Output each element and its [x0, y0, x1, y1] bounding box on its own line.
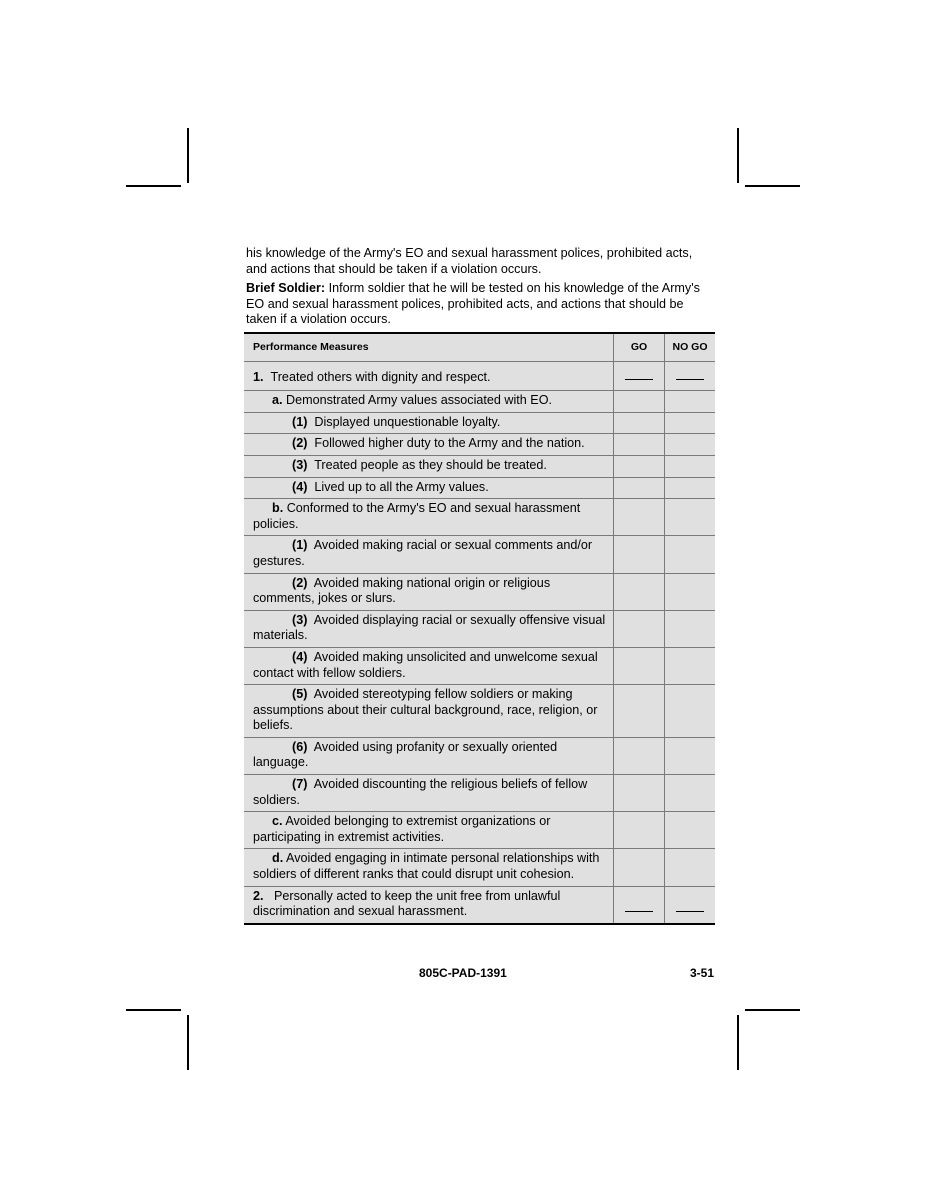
- measure-text: c. Avoided belonging to extremist organizations or participating in extremist activities.: [244, 812, 614, 849]
- brief-soldier-text: Inform soldier that he will be tested on his knowledge of the Army's EO and sexual harassment polices, prohibited acts, and actions that should be taken if a violation occurs.: [246, 281, 700, 327]
- measure-number: (2): [292, 575, 308, 590]
- measure-text: (1) Avoided making racial or sexual comments and/or gestures.: [244, 536, 614, 573]
- table-row: [244, 573, 715, 610]
- header-performance-measures: Performance Measures: [244, 333, 614, 361]
- crop-mark-top-right-vertical: [737, 128, 739, 183]
- measure-text: (4) Avoided making unsolicited and unwelcome sexual contact with fellow soldiers.: [244, 647, 614, 684]
- crop-mark-bottom-left-vertical: [187, 1015, 189, 1070]
- measure-number: (4): [292, 649, 308, 664]
- nogo-cell: [665, 610, 716, 647]
- crop-mark-top-right-horizontal: [745, 185, 800, 187]
- intro-text: [246, 246, 716, 332]
- measure-text: b. Conformed to the Army's EO and sexual harassment policies.: [244, 499, 614, 536]
- performance-measures-table: [244, 332, 715, 925]
- nogo-cell: [665, 434, 716, 456]
- measure-text: (5) Avoided stereotyping fellow soldiers or making assumptions about their cultural background, race, religion, or beliefs.: [244, 685, 614, 738]
- table-row: [244, 647, 715, 684]
- measure-number: b.: [272, 501, 284, 516]
- go-cell: [614, 499, 665, 536]
- go-cell: [614, 849, 665, 886]
- go-blank[interactable]: [614, 886, 665, 924]
- nogo-cell: [665, 849, 716, 886]
- table-row: [244, 886, 715, 924]
- crop-mark-bottom-right-horizontal: [745, 1009, 800, 1011]
- table-row: [244, 775, 715, 812]
- measure-number: (6): [292, 739, 308, 754]
- measure-text: 2. Personally acted to keep the unit free from unlawful discrimination and sexual harassment.: [244, 886, 614, 924]
- nogo-blank[interactable]: [665, 361, 716, 391]
- crop-mark-top-left-horizontal: [126, 185, 181, 187]
- measure-text: (2) Followed higher duty to the Army and the nation.: [244, 434, 614, 456]
- table-row: [244, 737, 715, 774]
- nogo-cell: [665, 499, 716, 536]
- table-row: [244, 536, 715, 573]
- nogo-cell: [665, 685, 716, 738]
- header-nogo: NO GO: [665, 333, 716, 361]
- crop-mark-bottom-left-horizontal: [126, 1009, 181, 1011]
- table-row: [244, 812, 715, 849]
- go-cell: [614, 775, 665, 812]
- table-row: [244, 499, 715, 536]
- go-cell: [614, 477, 665, 499]
- nogo-cell: [665, 737, 716, 774]
- measure-number: (1): [292, 538, 308, 553]
- measure-text: (2) Avoided making national origin or religious comments, jokes or slurs.: [244, 573, 614, 610]
- go-cell: [614, 573, 665, 610]
- intro-paragraph: his knowledge of the Army's EO and sexual harassment polices, prohibited acts, and actions that should be taken if a violation occurs.: [246, 246, 693, 276]
- table-row: [244, 391, 715, 413]
- measure-text: (6) Avoided using profanity or sexually oriented language.: [244, 737, 614, 774]
- go-cell: [614, 391, 665, 413]
- measure-number: (5): [292, 687, 308, 702]
- table-row: [244, 849, 715, 886]
- measure-number: a.: [272, 393, 283, 408]
- measure-number: (7): [292, 777, 308, 792]
- measure-text: a. Demonstrated Army values associated with EO.: [244, 391, 614, 413]
- nogo-cell: [665, 412, 716, 434]
- measure-text: (3) Avoided displaying racial or sexually offensive visual materials.: [244, 610, 614, 647]
- measure-text: (1) Displayed unquestionable loyalty.: [244, 412, 614, 434]
- brief-soldier-label: Brief Soldier:: [246, 281, 326, 296]
- go-cell: [614, 455, 665, 477]
- nogo-cell: [665, 455, 716, 477]
- go-cell: [614, 536, 665, 573]
- measure-number: (3): [292, 457, 308, 472]
- table-row: [244, 455, 715, 477]
- go-cell: [614, 812, 665, 849]
- measure-number: (1): [292, 414, 308, 429]
- table-row: [244, 434, 715, 456]
- brief-soldier-paragraph: [246, 281, 716, 328]
- go-cell: [614, 434, 665, 456]
- nogo-cell: [665, 477, 716, 499]
- measure-number: 2.: [253, 888, 264, 903]
- go-cell: [614, 737, 665, 774]
- table-row: [244, 361, 715, 391]
- measure-text: (4) Lived up to all the Army values.: [244, 477, 614, 499]
- go-blank[interactable]: [614, 361, 665, 391]
- measure-number: d.: [272, 851, 284, 866]
- measure-text: d. Avoided engaging in intimate personal relationships with soldiers of different ranks that could disrupt unit cohesion.: [244, 849, 614, 886]
- page-number: 3-51: [690, 966, 715, 980]
- measure-text: 1. Treated others with dignity and respect.: [244, 361, 614, 391]
- go-cell: [614, 610, 665, 647]
- nogo-cell: [665, 391, 716, 413]
- table-row: [244, 477, 715, 499]
- nogo-cell: [665, 775, 716, 812]
- measure-number: (3): [292, 612, 308, 627]
- measure-number: 1.: [253, 369, 264, 384]
- measure-text: (3) Treated people as they should be treated.: [244, 455, 614, 477]
- nogo-cell: [665, 573, 716, 610]
- table-header-row: [244, 333, 715, 361]
- nogo-cell: [665, 812, 716, 849]
- measure-number: (2): [292, 436, 308, 451]
- nogo-cell: [665, 647, 716, 684]
- crop-mark-top-left-vertical: [187, 128, 189, 183]
- measure-text: (7) Avoided discounting the religious beliefs of fellow soldiers.: [244, 775, 614, 812]
- table-row: [244, 685, 715, 738]
- crop-mark-bottom-right-vertical: [737, 1015, 739, 1070]
- table-row: [244, 610, 715, 647]
- header-go: GO: [614, 333, 665, 361]
- go-cell: [614, 412, 665, 434]
- go-cell: [614, 685, 665, 738]
- measure-number: (4): [292, 479, 308, 494]
- go-cell: [614, 647, 665, 684]
- measure-number: c.: [272, 814, 283, 829]
- nogo-blank[interactable]: [665, 886, 716, 924]
- nogo-cell: [665, 536, 716, 573]
- table-row: [244, 412, 715, 434]
- document-code: 805C-PAD-1391: [419, 966, 507, 980]
